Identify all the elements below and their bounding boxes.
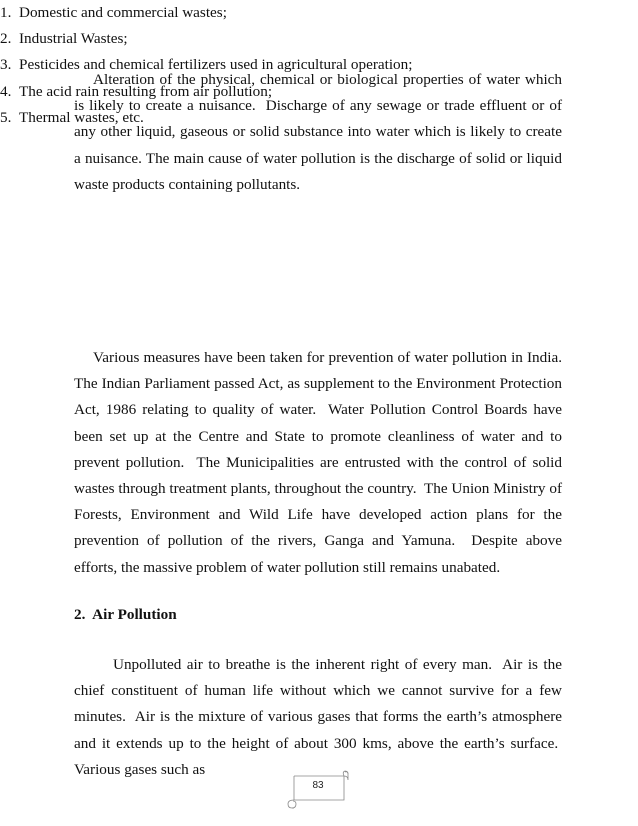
- list-item: [0, 105, 460, 131]
- list-item-text: Industrial Wastes;: [19, 30, 128, 48]
- paragraph-water-pollution-definition: Alteration of the physical, chemical or biological properties of water which is likely to create a nuisance. Discharge of any sewage or trade effluent or of any other liquid, gaseous or solid substance into water which is likely to create a nuisance. The main cause of water pollution is the discharge of solid or liquid waste products containing pollutants.: [74, 71, 562, 193]
- list-item-number: 1.: [0, 4, 12, 21]
- paragraph-air-pollution: Unpolluted air to breathe is the inherent right of every man. Air is the chief constituent of human life without which we cannot survive for a few minutes. Air is the mixture of various gases that forms the earth’s atmosphere and it extends up to the height of about 300 kms, above the earth’s surface. Various gases such as: [74, 656, 562, 778]
- list-item: [0, 79, 460, 105]
- list-item: [0, 52, 460, 78]
- list-item-text: Pesticides and chemical fertilizers used in agricultural operation;: [19, 56, 413, 74]
- list-item-text: Domestic and commercial wastes;: [19, 4, 227, 21]
- list-item-number: 3.: [0, 56, 12, 74]
- list-item-text: The acid rain resulting from air pollution;: [19, 82, 273, 100]
- list-item: [0, 26, 460, 52]
- list-item-number: 2.: [0, 30, 12, 48]
- list-item-number: 5.: [0, 108, 12, 126]
- paragraph-prevention-measures: Various measures have been taken for prevention of water pollution in India. The Indian Parliament passed Act, as supplement to the Environment Protection Act, 1986 relating to quality of water. Water Pollution Control Boards have been set up at the Centre and State to promote cleanliness of water and to prevent pollution. The Municipalities are entrusted with the control of solid wastes through treatment plants, throughout the country. The Union Ministry of Forests, Environment and Wild Life have developed action plans for the prevention of pollution of the rivers, Ganga and Yamuna. Despite above efforts, the massive problem of water pollution still remains unabated.: [74, 349, 562, 576]
- list-item-text: Thermal wastes, etc.: [19, 108, 144, 126]
- page-number: 83: [312, 780, 324, 791]
- page-number-scroll: [286, 770, 350, 810]
- list-item-number: 4.: [0, 82, 12, 100]
- list-item: [0, 0, 460, 26]
- section-heading-air-pollution: 2. Air Pollution: [74, 606, 177, 623]
- pollutant-sources-list: [0, 0, 460, 131]
